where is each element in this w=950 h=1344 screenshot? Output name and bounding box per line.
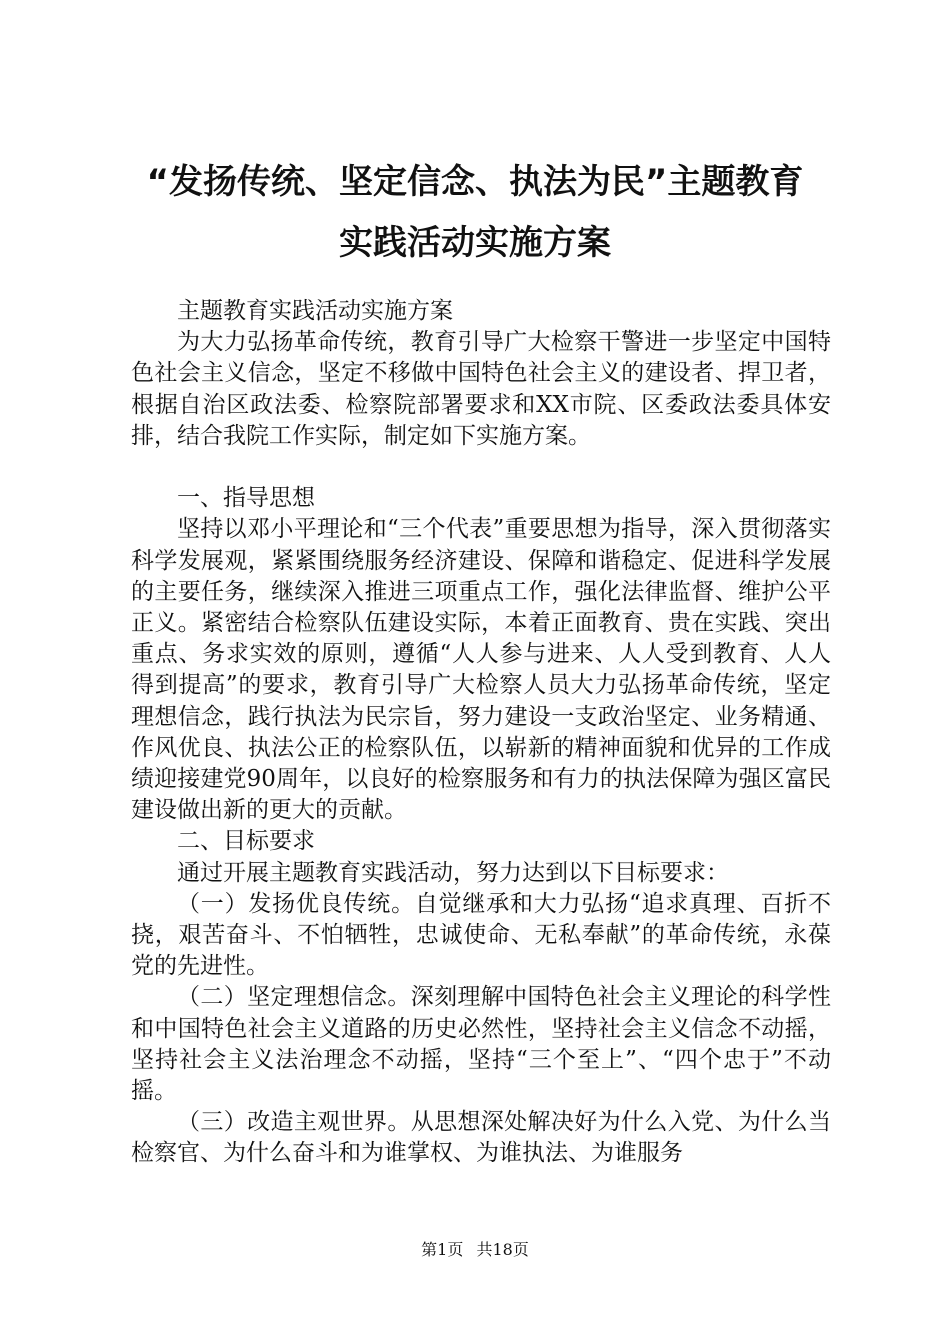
subtitle-paragraph: 主题教育实践活动实施方案: [177, 298, 453, 324]
page-number: 第1页: [421, 1240, 464, 1259]
goal-item-2: （二）坚定理想信念。深刻理解中国特色社会主义理论的科学性和中国特色社会主义道路的历史必然性，坚持社会主义信念不动摇，坚持社会主义法治理念不动摇，坚持“三个至上”、“四个忠于”不动摇。: [131, 984, 831, 1105]
document-title-line-1: “发扬传统、坚定信念、执法为民”主题教育: [146, 162, 804, 202]
goals-intro-paragraph: 通过开展主题教育实践活动，努力达到以下目标要求：: [177, 859, 729, 886]
guiding-thought-paragraph: 坚持以邓小平理论和“三个代表”重要思想为指导，深入贯彻落实科学发展观，紧紧围绕服务经济建设、保障和谐稳定、促进科学发展的主要任务，继续深入推进三项重点工作，强化法律监督、维护公平正义。紧密结合检察队伍建设实际，本着正面教育、贵在实践、突出重点、务求实效的原则，遵循“人人参与进来、人人受到教育、人人得到提高”的要求，教育引导广大检察人员大力弘扬革命传统，坚定理想信念，践行执法为民宗旨，努力建设一支政治坚定、业务精通、作风优良、执法公正的检察队伍，以崭新的精神面貌和优异的工作成绩迎接建党90周年，以良好的检察服务和有力的执法保障为强区富民建设做出新的更大的贡献。: [131, 516, 831, 824]
goal-item-3: （三）改造主观世界。从思想深处解决好为什么入党、为什么当检察官、为什么奋斗和为谁掌权、为谁执法、为谁服务: [131, 1109, 831, 1167]
goal-item-1: （一）发扬优良传统。自觉继承和大力弘扬“追求真理、百折不挠，艰苦奋斗、不怕牺牲，忠诚使命、无私奉献”的革命传统，永葆党的先进性。: [131, 890, 831, 980]
document-body: [131, 296, 831, 1170]
section-heading-guiding-thought: 一、指导思想: [177, 485, 315, 512]
document-title-line-2: 实践活动实施方案: [339, 223, 611, 263]
page-footer: [0, 1240, 950, 1260]
section-heading-goals: 二、目标要求: [177, 828, 315, 855]
intro-paragraph: 为大力弘扬革命传统，教育引导广大检察干警进一步坚定中国特色社会主义信念，坚定不移做中国特色社会主义的建设者、捍卫者，根据自治区政法委、检察院部署要求和XX市院、区委政法委具体安排，结合我院工作实际，制定如下实施方案。: [131, 329, 831, 449]
page-total: 共18页: [476, 1240, 529, 1259]
